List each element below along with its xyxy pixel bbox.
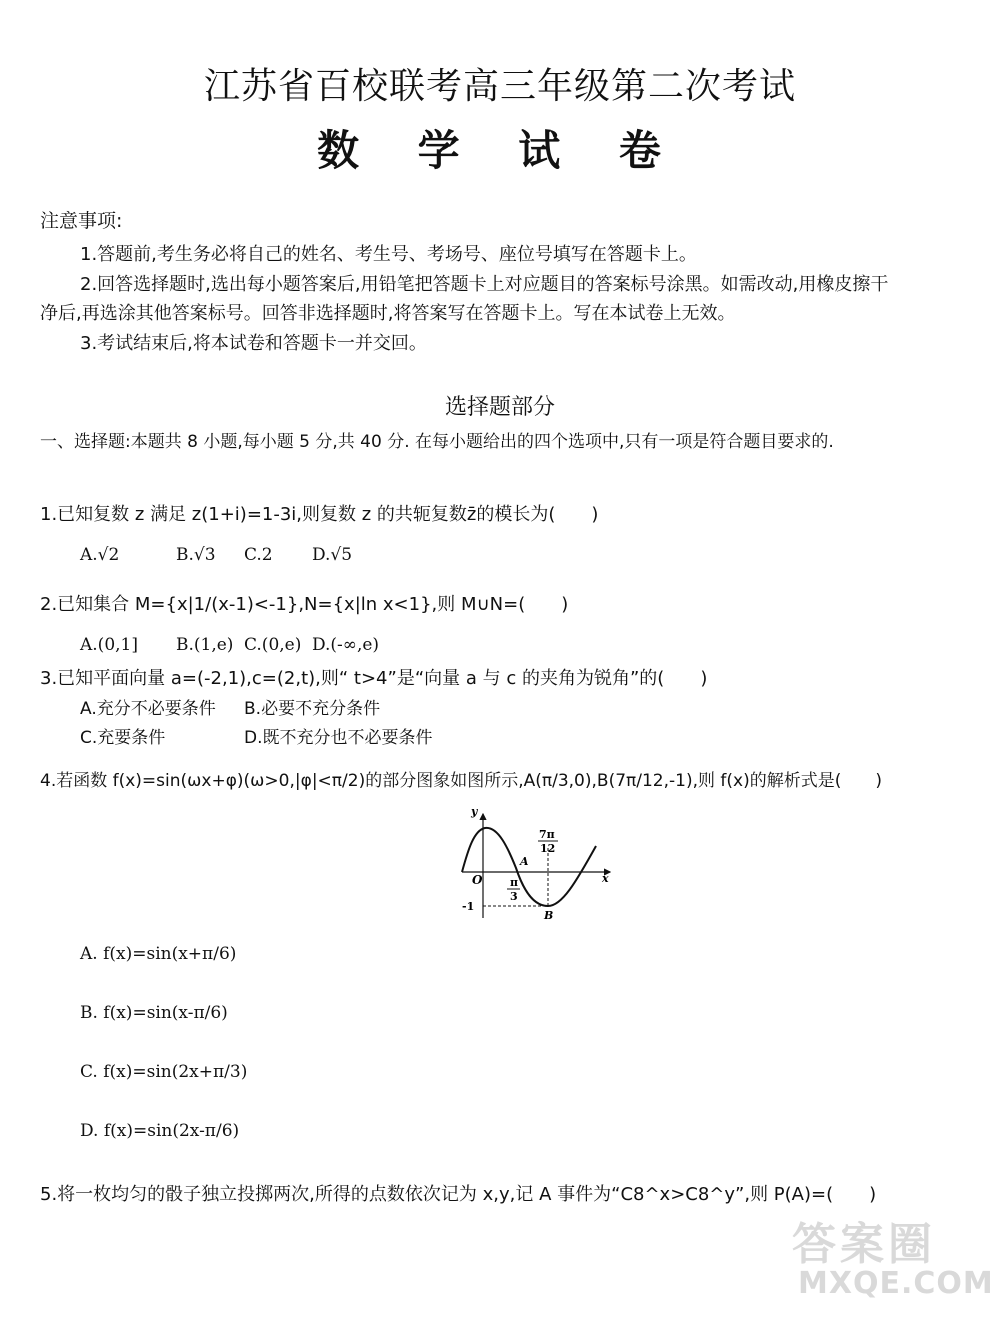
watermark-top-text: 答案圈 (792, 1219, 936, 1270)
question-2-stem: 2.已知集合 M={x|1/(x-1)<-1},N={x|ln x<1},则 M∪N=( ) (40, 594, 569, 615)
q1-option-d: D.√5 (312, 545, 353, 565)
question-5-stem: 5.将一枚均匀的骰子独立投掷两次,所得的点数依次记为 x,y,记 A 事件为“C8^x>C8^y”,则 P(A)=( ) (40, 1184, 877, 1205)
origin-label: O (472, 873, 483, 887)
x-axis-label: x (602, 872, 609, 885)
subject-title: 数 学 试 卷 (317, 126, 683, 175)
q2-option-a: A.(0,1] (80, 635, 138, 655)
question-1-stem: 1.已知复数 z 满足 z(1+i)=1-3i,则复数 z 的共轭复数z̄的模长为( ) (40, 504, 599, 525)
watermark-bottom-text: MXQE.COM (798, 1266, 994, 1301)
notes-heading: 注意事项: (40, 210, 123, 232)
q4-option-c: C. f(x)=sin(2x+π/3) (80, 1062, 248, 1082)
pi-over-3-numerator: π (510, 876, 519, 889)
note-item-3: 3.考试结束后,将本试卷和答题卡一并交回。 (80, 333, 427, 354)
question-4-stem: 4.若函数 f(x)=sin(ωx+φ)(ω>0,|φ|<π/2)的部分图象如图所示,A(π/3,0),B(7π/12,-1),则 f(x)的解析式是( ) (40, 771, 882, 791)
q2-option-c: C.(0,e) (244, 635, 302, 655)
q2-option-b: B.(1,e) (176, 635, 234, 655)
seven-pi-over-12-denominator: 12 (540, 842, 556, 855)
point-a-label: A (520, 855, 529, 868)
note-item-2: 2.回答选择题时,选出每小题答案后,用铅笔把答题卡上对应题目的答案标号涂黑。如需改动,用橡皮擦干 (80, 274, 889, 295)
watermark-logo (792, 1208, 994, 1308)
q4-option-a: A. f(x)=sin(x+π/6) (80, 944, 237, 964)
q3-option-a: A.充分不必要条件 (80, 699, 216, 719)
q4-option-b: B. f(x)=sin(x-π/6) (80, 1003, 228, 1023)
note-item-1: 1.答题前,考生务必将自己的姓名、考生号、考场号、座位号填写在答题卡上。 (80, 244, 697, 265)
y-axis-label: y (471, 806, 478, 818)
exam-title: 江苏省百校联考高三年级第二次考试 (203, 66, 796, 107)
q4-option-d: D. f(x)=sin(2x-π/6) (80, 1121, 240, 1141)
question-3-stem: 3.已知平面向量 a=(-2,1),c=(2,t),则“ t>4”是“向量 a 与 c 的夹角为锐角”的( ) (40, 668, 708, 689)
sine-curve (462, 828, 596, 906)
point-b-label: B (544, 909, 554, 922)
q1-option-c: C.2 (244, 545, 273, 565)
note-item-2-cont: 净后,再选涂其他答案标号。回答非选择题时,将答案写在答题卡上。写在本试卷上无效。 (40, 303, 736, 324)
q2-option-d: D.(-∞,e) (312, 635, 380, 655)
section-instruction: 一、选择题:本题共 8 小题,每小题 5 分,共 40 分. 在每小题给出的四个选项中,只有一项是符合题目要求的. (40, 432, 834, 452)
section-heading: 选择题部分 (444, 395, 555, 420)
q3-option-b: B.必要不充分条件 (244, 699, 381, 719)
sine-graph (458, 806, 620, 922)
seven-pi-over-12-numerator: 7π (539, 828, 555, 841)
minus-one-label: -1 (462, 900, 475, 913)
q1-option-a: A.√2 (80, 545, 120, 565)
q1-option-b: B.√3 (176, 545, 216, 565)
pi-over-3-denominator: 3 (510, 890, 518, 903)
q3-option-d: D.既不充分也不必要条件 (244, 728, 433, 748)
q3-option-c: C.充要条件 (80, 728, 166, 748)
